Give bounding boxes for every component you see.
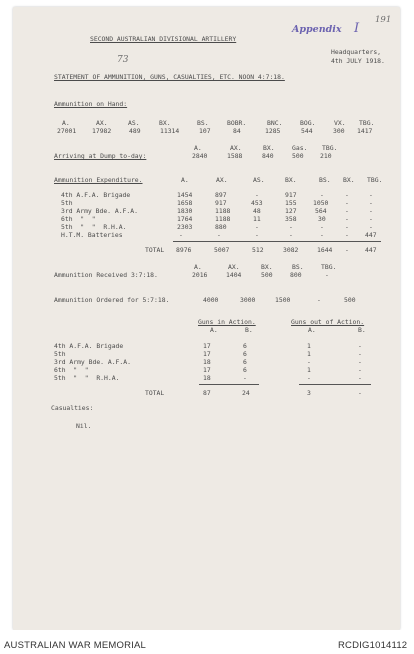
received-value: 500 [261, 271, 273, 279]
guns-cell: 17 [203, 342, 211, 350]
expenditure-cell: 897 [215, 191, 227, 199]
expenditure-cell: - [369, 207, 373, 215]
arriving-value: 500 [292, 152, 304, 160]
guns-row-label: 4th A.F.A. Brigade [54, 342, 124, 350]
guns-cell: 6 [243, 358, 247, 366]
hq-label: Headquarters, [331, 48, 382, 56]
guns-cell: 6 [243, 342, 247, 350]
expenditure-cell: 11 [253, 215, 261, 223]
on-hand-col: BOG. [300, 119, 316, 127]
on-hand-col: TBG. [359, 119, 375, 127]
guns-cell: 6 [243, 366, 247, 374]
guns-cell: - [307, 358, 311, 366]
guns-col: A. [210, 326, 218, 334]
received-col: BS. [292, 263, 304, 271]
guns-col: B. [358, 326, 366, 334]
expenditure-col: BS. [319, 176, 331, 184]
report-date: 4th JULY 1918. [331, 57, 385, 65]
arriving-value: 1588 [227, 152, 243, 160]
expenditure-total-rule [173, 241, 381, 242]
guns-cell: 6 [243, 350, 247, 358]
received-label: Ammunition Received 3:7:18. [54, 271, 158, 279]
on-hand-value: 1285 [265, 127, 281, 135]
expenditure-total: 447 [365, 246, 377, 254]
on-hand-col: BX. [159, 119, 171, 127]
ordered-value: 1500 [275, 296, 291, 304]
expenditure-cell: 1454 [177, 191, 193, 199]
expenditure-col: A. [181, 176, 189, 184]
arriving-value: 210 [320, 152, 332, 160]
guns-row-label: 5th " " R.H.A. [54, 374, 120, 382]
arriving-value: 840 [262, 152, 274, 160]
guns-col: A. [308, 326, 316, 334]
expenditure-cell: - [217, 231, 221, 239]
guns-cell: - [307, 374, 311, 382]
guns-cell: - [243, 374, 247, 382]
expenditure-cell: 127 [285, 207, 297, 215]
expenditure-cell: - [345, 199, 349, 207]
arriving-value: 2840 [192, 152, 208, 160]
expenditure-cell: - [345, 223, 349, 231]
guns-cell: 1 [307, 350, 311, 358]
expenditure-cell: - [345, 215, 349, 223]
expenditure-row-label: 3rd Army Bde. A.F.A. [61, 207, 138, 215]
guns-cell: 18 [203, 358, 211, 366]
guns-total: - [358, 389, 362, 397]
expenditure-cell: 1188 [215, 207, 231, 215]
on-hand-value: 11314 [160, 127, 180, 135]
arriving-col: TBG. [322, 144, 338, 152]
archive-name: AUSTRALIAN WAR MEMORIAL [4, 640, 147, 651]
expenditure-cell: 358 [285, 215, 297, 223]
arriving-col: A. [194, 144, 202, 152]
guns-cell: 17 [203, 366, 211, 374]
guns-cell: - [358, 374, 362, 382]
received-value: 1404 [226, 271, 242, 279]
guns-total-label: TOTAL [145, 389, 165, 397]
on-hand-col: AS. [128, 119, 140, 127]
received-value: - [325, 271, 329, 279]
appendix-number-annotation: I [354, 21, 360, 36]
document-page [13, 7, 400, 630]
received-value: 2016 [192, 271, 208, 279]
received-col: A. [194, 263, 202, 271]
expenditure-cell: - [179, 231, 183, 239]
archive-reference: RCDIG1014112 [338, 640, 408, 651]
on-hand-col: BOBR. [227, 119, 247, 127]
expenditure-cell: - [369, 199, 373, 207]
expenditure-row-label: 5th " " R.H.A. [61, 223, 127, 231]
guns-cell: - [358, 342, 362, 350]
expenditure-cell: - [255, 231, 259, 239]
on-hand-value: 84 [233, 127, 241, 135]
on-hand-value: 107 [199, 127, 211, 135]
on-hand-col: AX. [96, 119, 108, 127]
expenditure-cell: 1188 [215, 215, 231, 223]
casualties-value: Nil. [76, 422, 92, 430]
on-hand-col: BS. [197, 119, 209, 127]
expenditure-total: 5007 [214, 246, 230, 254]
guns-in-total-rule [199, 384, 259, 385]
expenditure-cell: - [320, 223, 324, 231]
guns-cell: - [358, 358, 362, 366]
on-hand-value: 489 [129, 127, 141, 135]
expenditure-cell: - [289, 231, 293, 239]
on-hand-col: VX. [334, 119, 346, 127]
expenditure-col: TBG. [367, 176, 383, 184]
guns-cell: 17 [203, 350, 211, 358]
guns-total: 24 [242, 389, 250, 397]
guns-total: 3 [307, 389, 311, 397]
guns-cell: - [358, 366, 362, 374]
expenditure-cell: 2303 [177, 223, 193, 231]
received-value: 800 [290, 271, 302, 279]
on-hand-value: 27001 [57, 127, 77, 135]
on-hand-col: A. [62, 119, 70, 127]
ordered-value: 4000 [203, 296, 219, 304]
expenditure-heading: Ammunition Expenditure. [54, 176, 143, 184]
on-hand-value: 300 [333, 127, 345, 135]
expenditure-cell: - [255, 223, 259, 231]
guns-cell: 1 [307, 342, 311, 350]
arriving-col: BX. [263, 144, 275, 152]
expenditure-cell: 1050 [313, 199, 329, 207]
expenditure-col: AS. [253, 176, 265, 184]
expenditure-cell: - [369, 215, 373, 223]
received-col: BX. [261, 263, 273, 271]
expenditure-total: - [345, 246, 349, 254]
guns-cell: 18 [203, 374, 211, 382]
guns-row-label: 3rd Army Bde. A.F.A. [54, 358, 131, 366]
arriving-label: Arriving at Dump to-day: [54, 152, 147, 160]
received-col: TBG. [321, 263, 337, 271]
guns-row-label: 5th [54, 350, 66, 358]
guns-total: 87 [203, 389, 211, 397]
appendix-annotation: Appendix [292, 24, 342, 35]
expenditure-cell: 453 [251, 199, 263, 207]
guns-cell: 1 [307, 366, 311, 374]
casualties-heading: Casualties: [51, 404, 94, 412]
arriving-col: AX. [230, 144, 242, 152]
expenditure-cell: - [369, 223, 373, 231]
expenditure-col: BX. [343, 176, 355, 184]
expenditure-cell: 564 [315, 207, 327, 215]
statement-title: STATEMENT OF AMMUNITION, GUNS, CASUALTIES, ETC. NOON 4:7:18. [54, 73, 285, 81]
guns-out-action-heading: Guns out of Action. [291, 318, 365, 326]
expenditure-cell: 447 [365, 231, 377, 239]
ordered-value: - [317, 296, 321, 304]
archive-footer [0, 630, 414, 654]
expenditure-cell: 1658 [177, 199, 193, 207]
guns-row-label: 6th " " [54, 366, 89, 374]
guns-out-total-rule [299, 384, 371, 385]
expenditure-row-label: 4th A.F.A. Brigade [61, 191, 131, 199]
received-col: AX. [228, 263, 240, 271]
expenditure-cell: - [255, 191, 259, 199]
on-hand-value: 1417 [357, 127, 373, 135]
expenditure-cell: 1830 [177, 207, 193, 215]
unit-heading: SECOND AUSTRALIAN DIVISIONAL ARTILLERY [90, 35, 237, 43]
expenditure-total: 1644 [317, 246, 333, 254]
expenditure-cell: 1764 [177, 215, 193, 223]
expenditure-cell: - [345, 207, 349, 215]
expenditure-cell: - [320, 231, 324, 239]
expenditure-col: AX. [216, 176, 228, 184]
expenditure-cell: - [289, 223, 293, 231]
guns-col: B. [245, 326, 253, 334]
expenditure-cell: - [345, 231, 349, 239]
ordered-value: 500 [344, 296, 356, 304]
on-hand-value: 17982 [92, 127, 112, 135]
expenditure-cell: 880 [215, 223, 227, 231]
expenditure-cell: - [369, 191, 373, 199]
expenditure-cell: 917 [215, 199, 227, 207]
margin-number-annotation: 73 [117, 55, 129, 65]
expenditure-row-label: 5th [61, 199, 73, 207]
expenditure-total: 8976 [176, 246, 192, 254]
expenditure-cell: - [345, 191, 349, 199]
ordered-value: 3000 [240, 296, 256, 304]
expenditure-row-label: H.T.M. Batteries [61, 231, 123, 239]
on-hand-col: BNC. [267, 119, 283, 127]
expenditure-cell: 155 [285, 199, 297, 207]
expenditure-cell: 48 [253, 207, 261, 215]
page-number-annotation: 191 [375, 15, 392, 25]
expenditure-total-label: TOTAL [145, 246, 165, 254]
expenditure-row-label: 6th " " [61, 215, 96, 223]
expenditure-total: 512 [252, 246, 264, 254]
arriving-col: Gas. [292, 144, 308, 152]
expenditure-cell: 30 [318, 215, 326, 223]
on-hand-value: 544 [301, 127, 313, 135]
expenditure-cell: - [320, 191, 324, 199]
expenditure-col: BX. [285, 176, 297, 184]
guns-in-action-heading: Guns in Action. [198, 318, 256, 326]
guns-cell: - [358, 350, 362, 358]
on-hand-heading: Ammunition on Hand: [54, 100, 128, 108]
expenditure-cell: 917 [285, 191, 297, 199]
expenditure-total: 3082 [283, 246, 299, 254]
ordered-label: Ammunition Ordered for 5:7:18. [54, 296, 170, 304]
